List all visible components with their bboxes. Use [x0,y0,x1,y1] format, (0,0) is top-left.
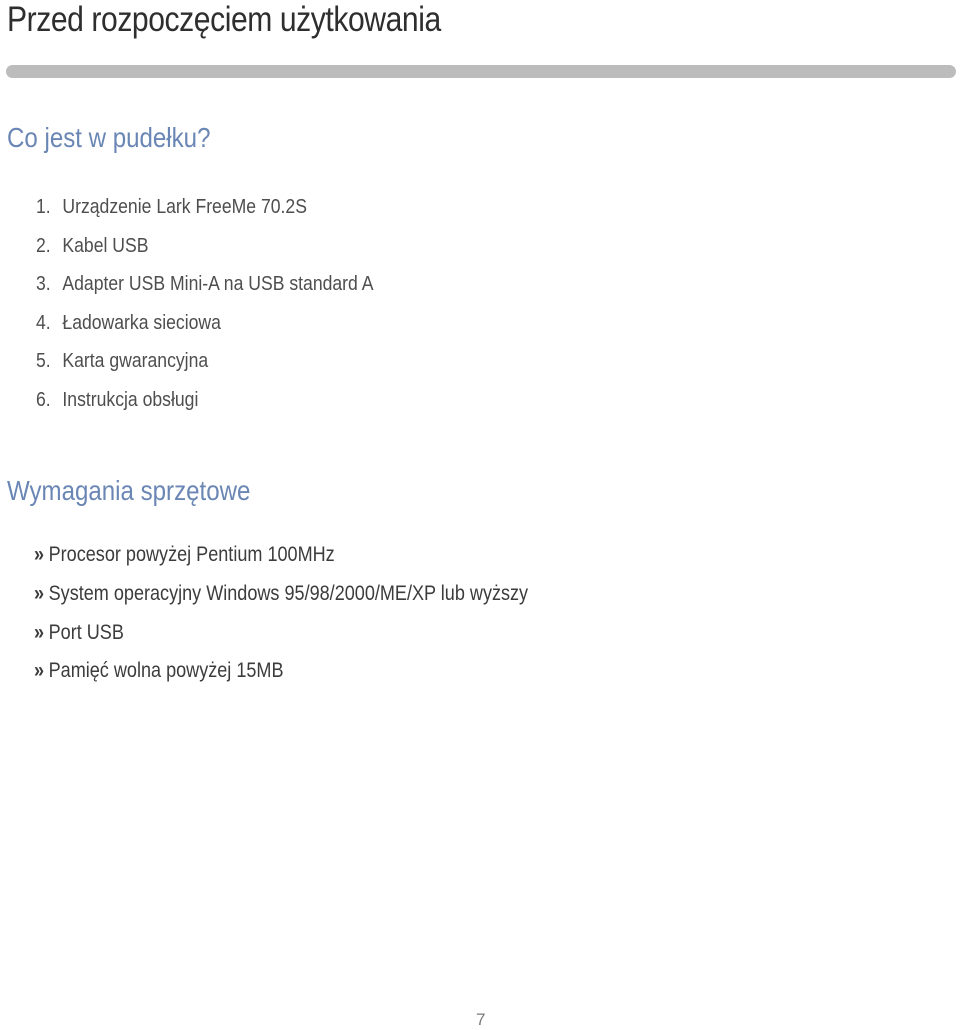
list-item-text: Urządzenie Lark FreeMe 70.2S [62,196,307,218]
bullet-icon: » [34,581,45,605]
box-contents-list [36,194,420,425]
list-item-number: 1. [36,196,51,218]
list-item [34,542,528,581]
bullet-icon: » [34,543,45,566]
list-item-text: Karta gwarancyjna [62,350,209,372]
list-item [36,271,373,310]
page-number: 7 [476,1010,486,1029]
list-item [36,233,373,272]
list-item-number: 2. [36,234,51,257]
list-item-text: Pamięć wolna powyżej 15MB [48,659,284,683]
hardware-requirements-heading: Wymagania sprzętowe [7,475,251,506]
list-item-text: System operacyjny Windows 95/98/2000/ME/XP lub wyższy [48,581,529,605]
list-item [34,658,528,697]
list-item [34,620,528,659]
hardware-requirements-list [34,542,609,697]
list-item-number: 6. [36,388,51,411]
list-item-text: Ładowarka sieciowa [62,311,221,334]
bullet-icon: » [34,659,45,683]
bullet-icon: » [34,620,45,644]
list-item-text: Adapter USB Mini-A na USB standard A [62,273,374,295]
list-item [36,387,373,426]
list-item-number: 5. [36,350,51,372]
list-item-number: 3. [36,273,51,295]
title-divider-bar [6,65,956,78]
list-item-text: Instrukcja obsługi [62,388,199,411]
list-item-number: 4. [36,311,51,334]
box-contents-heading: Co jest w pudełku? [7,122,211,153]
page-title: Przed rozpoczęciem użytkowania [7,0,441,39]
list-item-text: Procesor powyżej Pentium 100MHz [48,543,335,566]
list-item [34,581,528,620]
list-item-text: Kabel USB [62,234,149,257]
list-item [36,348,373,387]
list-item [36,194,373,233]
list-item [36,310,373,349]
list-item-text: Port USB [48,620,124,644]
